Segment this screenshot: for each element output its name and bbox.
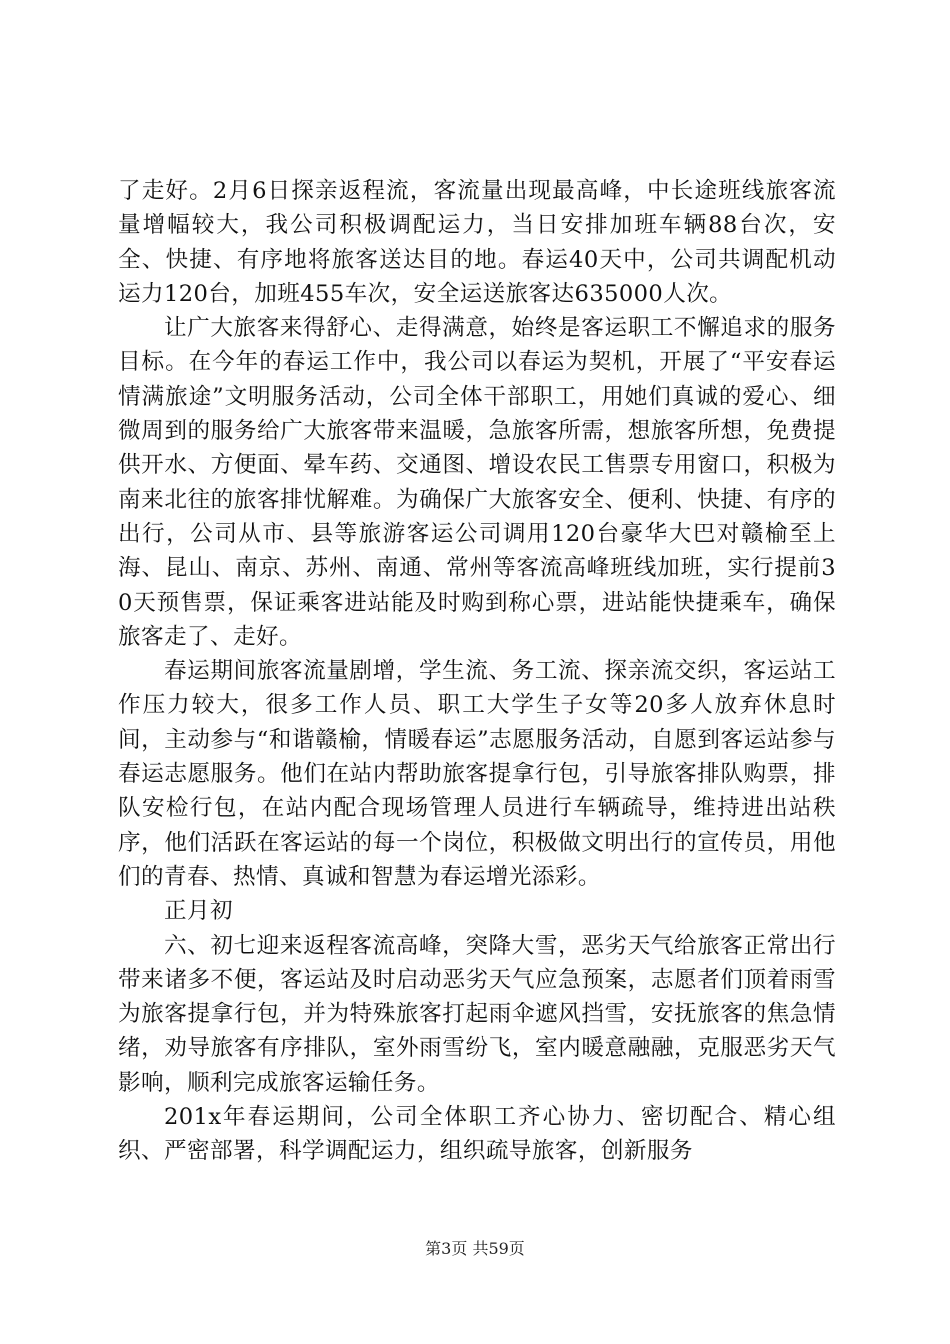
paragraph-2: 让广大旅客来得舒心、走得满意，始终是客运职工不懈追求的服务目标。在今年的春运工作中，我公司以春运为契机，开展了“平安春运情满旅途”文明服务活动，公司全体干部职工，用她们真诚的爱心、细微周到的服务给广大旅客带来温暖，急旅客所需，想旅客所想，免费提供开水、方便面、晕车药、交通图、增设农民工售票专用窗口，积极为南来北往的旅客排忧解难。为确保广大旅客安全、便利、快捷、有序的出行，公司从市、县等旅游客运公司调用120台豪华大巴对赣榆至上海、昆山、南京、苏州、南通、常州等客流高峰班线加班，实行提前30天预售票，保证乘客进站能及时购到称心票，进站能快捷乘车，确保旅客走了、走好。 [118,315,836,650]
paragraph-4: 正月初 [164,898,233,925]
paragraph-3: 春运期间旅客流量剧增，学生流、务工流、探亲流交织，客运站工作压力较大，很多工作人员、职工大学生子女等20多人放弃休息时间，主动参与“和谐赣榆，情暖春运”志愿服务活动，自愿到客运站参与春运志愿服务。他们在站内帮助旅客提拿行包，引导旅客排队购票，排队安检行包，在站内配合现场管理人员进行车辆疏导，维持进出站秩序，他们活跃在客运站的每一个岗位，积极做文明出行的宣传员，用他们的青春、热情、真诚和智慧为春运增光添彩。 [118,658,836,890]
document-body [118,174,836,1169]
paragraph-1: 了走好。2月6日探亲返程流，客流量出现最高峰，中长途班线旅客流量增幅较大，我公司积极调配运力，当日安排加班车辆88台次，安全、快捷、有序地将旅客送达目的地。春运40天中，公司共调配机动运力120台，加班455车次，安全运送旅客达635000人次。 [118,178,836,307]
page-number-footer: 第3页 共59页 [425,1239,525,1258]
paragraph-5: 六、初七迎来返程客流高峰，突降大雪，恶劣天气给旅客正常出行带来诸多不便，客运站及时启动恶劣天气应急预案，志愿者们顶着雨雪为旅客提拿行包，并为特殊旅客打起雨伞遮风挡雪，安抚旅客的焦急情绪，劝导旅客有序排队，室外雨雪纷飞，室内暖意融融，克服恶劣天气影响，顺利完成旅客运输任务。 [118,932,836,1096]
paragraph-6: 201x年春运期间，公司全体职工齐心协力、密切配合、精心组织、严密部署，科学调配运力，组织疏导旅客，创新服务 [118,1104,836,1165]
